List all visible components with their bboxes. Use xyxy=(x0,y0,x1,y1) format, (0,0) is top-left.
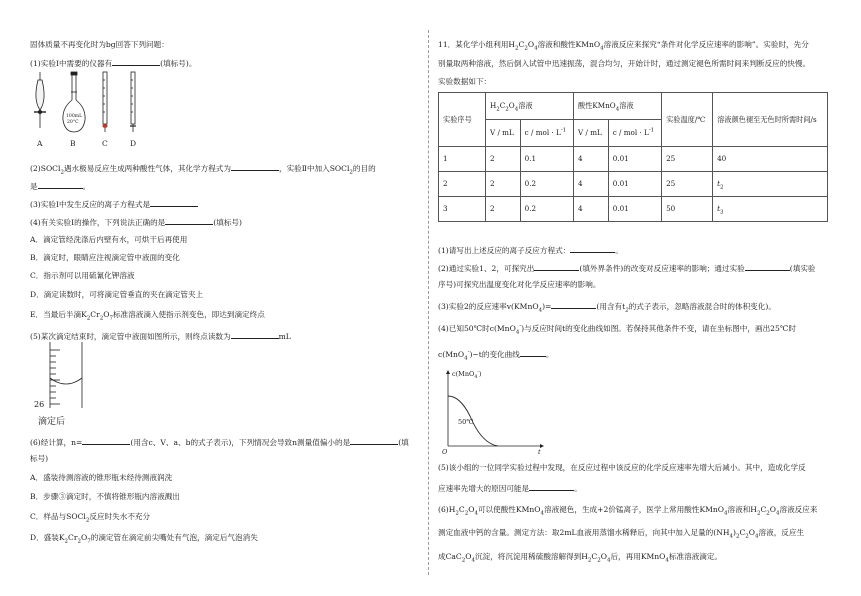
answer-blank xyxy=(38,180,83,189)
sub-question-3: (3)实验2的反应速率v(KMnO$_4$)= (用含有$t_2$的式子表示，忽略溶液混合时的体积变化)。 xyxy=(438,302,776,314)
cell-v2: 4 xyxy=(574,147,609,172)
curve-label: 50℃ xyxy=(458,418,474,426)
answer-blank xyxy=(551,300,596,309)
sub-question-4-line2: c(MnO$_4$-)~t的变化曲线 。 xyxy=(438,349,554,362)
sub-question-1: (1)请写出上述反应的离子反应方程式： 。 xyxy=(438,246,623,255)
answer-blank xyxy=(82,436,130,445)
q4-option-b: B．滴定时，眼睛应注视滴定管中液面的变化 xyxy=(30,253,180,262)
table-row xyxy=(439,197,828,222)
label-b: B xyxy=(70,139,76,148)
cell-time: 40 xyxy=(713,147,828,172)
cell-c2: 0.01 xyxy=(608,197,661,222)
experiment-data-table xyxy=(438,92,828,222)
cell-seq: 1 xyxy=(439,147,486,172)
question-6-line2: 标号) xyxy=(30,454,49,463)
question-3: (3)实验Ⅰ中发生反应的离子方程式是 xyxy=(30,198,198,210)
problem-11-line2: 别量取两种溶液，然后倒入试管中迅速振荡，混合均匀，开始计时，通过测定褪色所需时间来判断反应的快慢。 xyxy=(438,59,811,68)
q6-option-c: C．样品与SOCl$_2$反应时失水不充分 xyxy=(30,512,151,524)
q6-option-d: D．盛装$K_2Cr_2O_7$的滴定管在滴定前尖嘴处有气泡，滴定后气泡消失 xyxy=(30,533,258,545)
answer-blank xyxy=(534,262,579,271)
flask-volume-label: 100mL xyxy=(66,114,83,119)
header-seq: 实验序号 xyxy=(439,93,486,147)
answer-blank xyxy=(745,262,790,271)
burette-caption: 滴定后 xyxy=(38,417,66,427)
base-burette-icon xyxy=(130,72,136,132)
q4-option-d: D．滴定读数时，可将滴定管垂直的夹在滴定管夹上 xyxy=(30,290,204,299)
header-kmno4: 酸性KMnO$_4$溶液 xyxy=(574,93,662,120)
cell-seq: 2 xyxy=(439,172,486,197)
sub-question-4-line1: (4)已知50℃时c(MnO$_4$-)与反应时间t的变化曲线如图。若保持其他条件不变，请在坐标图中，画出25℃时 xyxy=(438,323,796,336)
sub-question-6-line3: 成$CaC_2O_4$沉淀，将沉淀用稀硫酸溶解得到$H_2C_2O_4$后，再用KMnO$_4$标准溶液滴定。 xyxy=(438,552,723,564)
answer-blank xyxy=(570,244,615,253)
sub-question-5-line1: (5)该小组的一位同学实验过程中发现，在反应过程中该反应的化学反应速率先增大后减小。其中，造成化学反 xyxy=(438,463,806,472)
question-2-line1: (2)SOCl$_2$遇水极易反应生成两种酸性气体，其化学方程式为 ，实验Ⅱ中加入SOCl$_2$的目的 xyxy=(30,164,376,176)
burette-reading-figure xyxy=(30,340,90,430)
answer-blank xyxy=(350,436,398,445)
x-axis-label: t xyxy=(538,448,541,454)
header-c1: c / mol · $L^{-1}$ xyxy=(520,120,573,147)
cell-c1: 0.2 xyxy=(520,197,573,222)
q6-option-a: A．盛装待测溶液的锥形瓶未经待测液润洗 xyxy=(30,473,173,482)
cell-c2: 0.01 xyxy=(608,147,661,172)
label-a: A xyxy=(37,139,43,148)
cell-temp: 25 xyxy=(662,172,713,197)
y-axis-label: c(MnO$_4$-) xyxy=(452,370,482,380)
acid-burette-icon xyxy=(103,72,107,132)
header-h2c2o4: $H_2C_2O_4$溶液 xyxy=(486,93,574,120)
cell-time: $t_2$ xyxy=(713,172,828,197)
question-2-line2: 是 。 xyxy=(30,182,91,191)
question-4: (4)有关实验Ⅰ的操作，下列说法正确的是 (填标号) xyxy=(30,218,242,227)
cell-v2: 4 xyxy=(574,197,609,222)
cell-v1: 2 xyxy=(486,172,521,197)
sub-question-5-line2: 应速率先增大的原因可能是 。 xyxy=(438,484,582,493)
cell-c2: 0.01 xyxy=(608,172,661,197)
cell-v1: 2 xyxy=(486,197,521,222)
cell-seq: 3 xyxy=(439,197,486,222)
answer-blank xyxy=(529,482,574,491)
answer-blank xyxy=(231,330,279,339)
cell-v2: 4 xyxy=(574,172,609,197)
header-c2: c / mol · $L^{-1}$ xyxy=(608,120,661,147)
header-temp: 实验温度/℃ xyxy=(662,93,713,147)
question-6-line1: (6)经计算，n= (用含c、V、a、b的式子表示)，下列情况会导致n测量值偏小的是 (填 xyxy=(30,438,409,447)
table-row xyxy=(439,147,828,172)
answer-blank xyxy=(231,162,279,171)
separatory-funnel-icon xyxy=(34,72,46,128)
q4-option-a: A．滴定管经洗涤后内壁有水，可烘干后再使用 xyxy=(30,235,188,244)
sub-question-2-line1: (2)通过实验1、2，可探究出 (填外界条件)的改变对反应速率的影响；通过实验 (填实验 xyxy=(438,264,816,273)
header-v2: V / mL xyxy=(574,120,609,147)
answer-blank xyxy=(520,348,546,357)
answer-blank xyxy=(112,57,160,66)
table-row xyxy=(439,172,828,197)
sub-question-6-line1: $(6)H_2C_2O_4$可以使酸性KMnO$_4$溶液褪色，生成+2价锰离子，医学上常用酸性KMnO$_4$溶液和$H_2C_2O_4$溶液反应来 xyxy=(438,505,818,517)
q4-option-e: E．当最后半滴$K_2Cr_2O_7$标准溶液滴入使指示剂变色，即达到滴定终点 xyxy=(30,310,265,322)
header-time: 溶液颜色褪至无色时所需时间/s xyxy=(713,93,828,147)
problem-11-line3: 实验数据如下： xyxy=(438,77,492,86)
header-v1: V / mL xyxy=(486,120,521,147)
cell-c1: 0.1 xyxy=(520,147,573,172)
flask-temp-label: 20°C xyxy=(67,120,79,125)
cell-time: $t_3$ xyxy=(713,197,828,222)
problem-11-line1: 11．某化学小组利用$H_2C_2O_4$溶液和酸性KMnO$_4$溶液反应来探究“条件对化学反应速率的影响”。实验时，先分 xyxy=(438,40,809,52)
answer-blank xyxy=(165,216,213,225)
concentration-time-graph xyxy=(438,366,548,454)
intro-text: 固体质量不再变化时为bg回答下列问题： xyxy=(30,40,169,49)
burette-scale-number: 26 xyxy=(34,400,45,409)
meniscus-curve xyxy=(50,378,82,384)
cell-c1: 0.2 xyxy=(520,172,573,197)
label-c: C xyxy=(102,139,108,148)
origin-label: O xyxy=(442,448,448,454)
column-divider xyxy=(428,30,429,575)
question-5: (5)某次滴定结束时，滴定管中液面如图所示，则终点读数为 mL xyxy=(30,332,291,341)
answer-blank xyxy=(150,198,198,207)
question-1: (1)实验Ⅰ中需要的仪器有 (填标号)。 xyxy=(30,59,197,68)
apparatus-figure xyxy=(30,70,150,150)
q6-option-b: B．步骤③滴定时，不慎将锥形瓶内溶液溅出 xyxy=(30,492,180,501)
sub-question-6-line2: 测定血液中钙的含量。测定方法：取2mL血液用蒸馏水稀释后，向其中加入足量的$(NH_4)_2C_2O_4$溶液，反应生 xyxy=(438,528,805,540)
cell-v1: 2 xyxy=(486,147,521,172)
sub-question-2-line2: 序号)可探究出温度变化对化学反应速率的影响。 xyxy=(438,280,601,289)
q4-option-c: C．指示剂可以用硫氰化钾溶液 xyxy=(30,271,135,280)
cell-temp: 25 xyxy=(662,147,713,172)
cell-temp: 50 xyxy=(662,197,713,222)
label-d: D xyxy=(130,139,137,148)
